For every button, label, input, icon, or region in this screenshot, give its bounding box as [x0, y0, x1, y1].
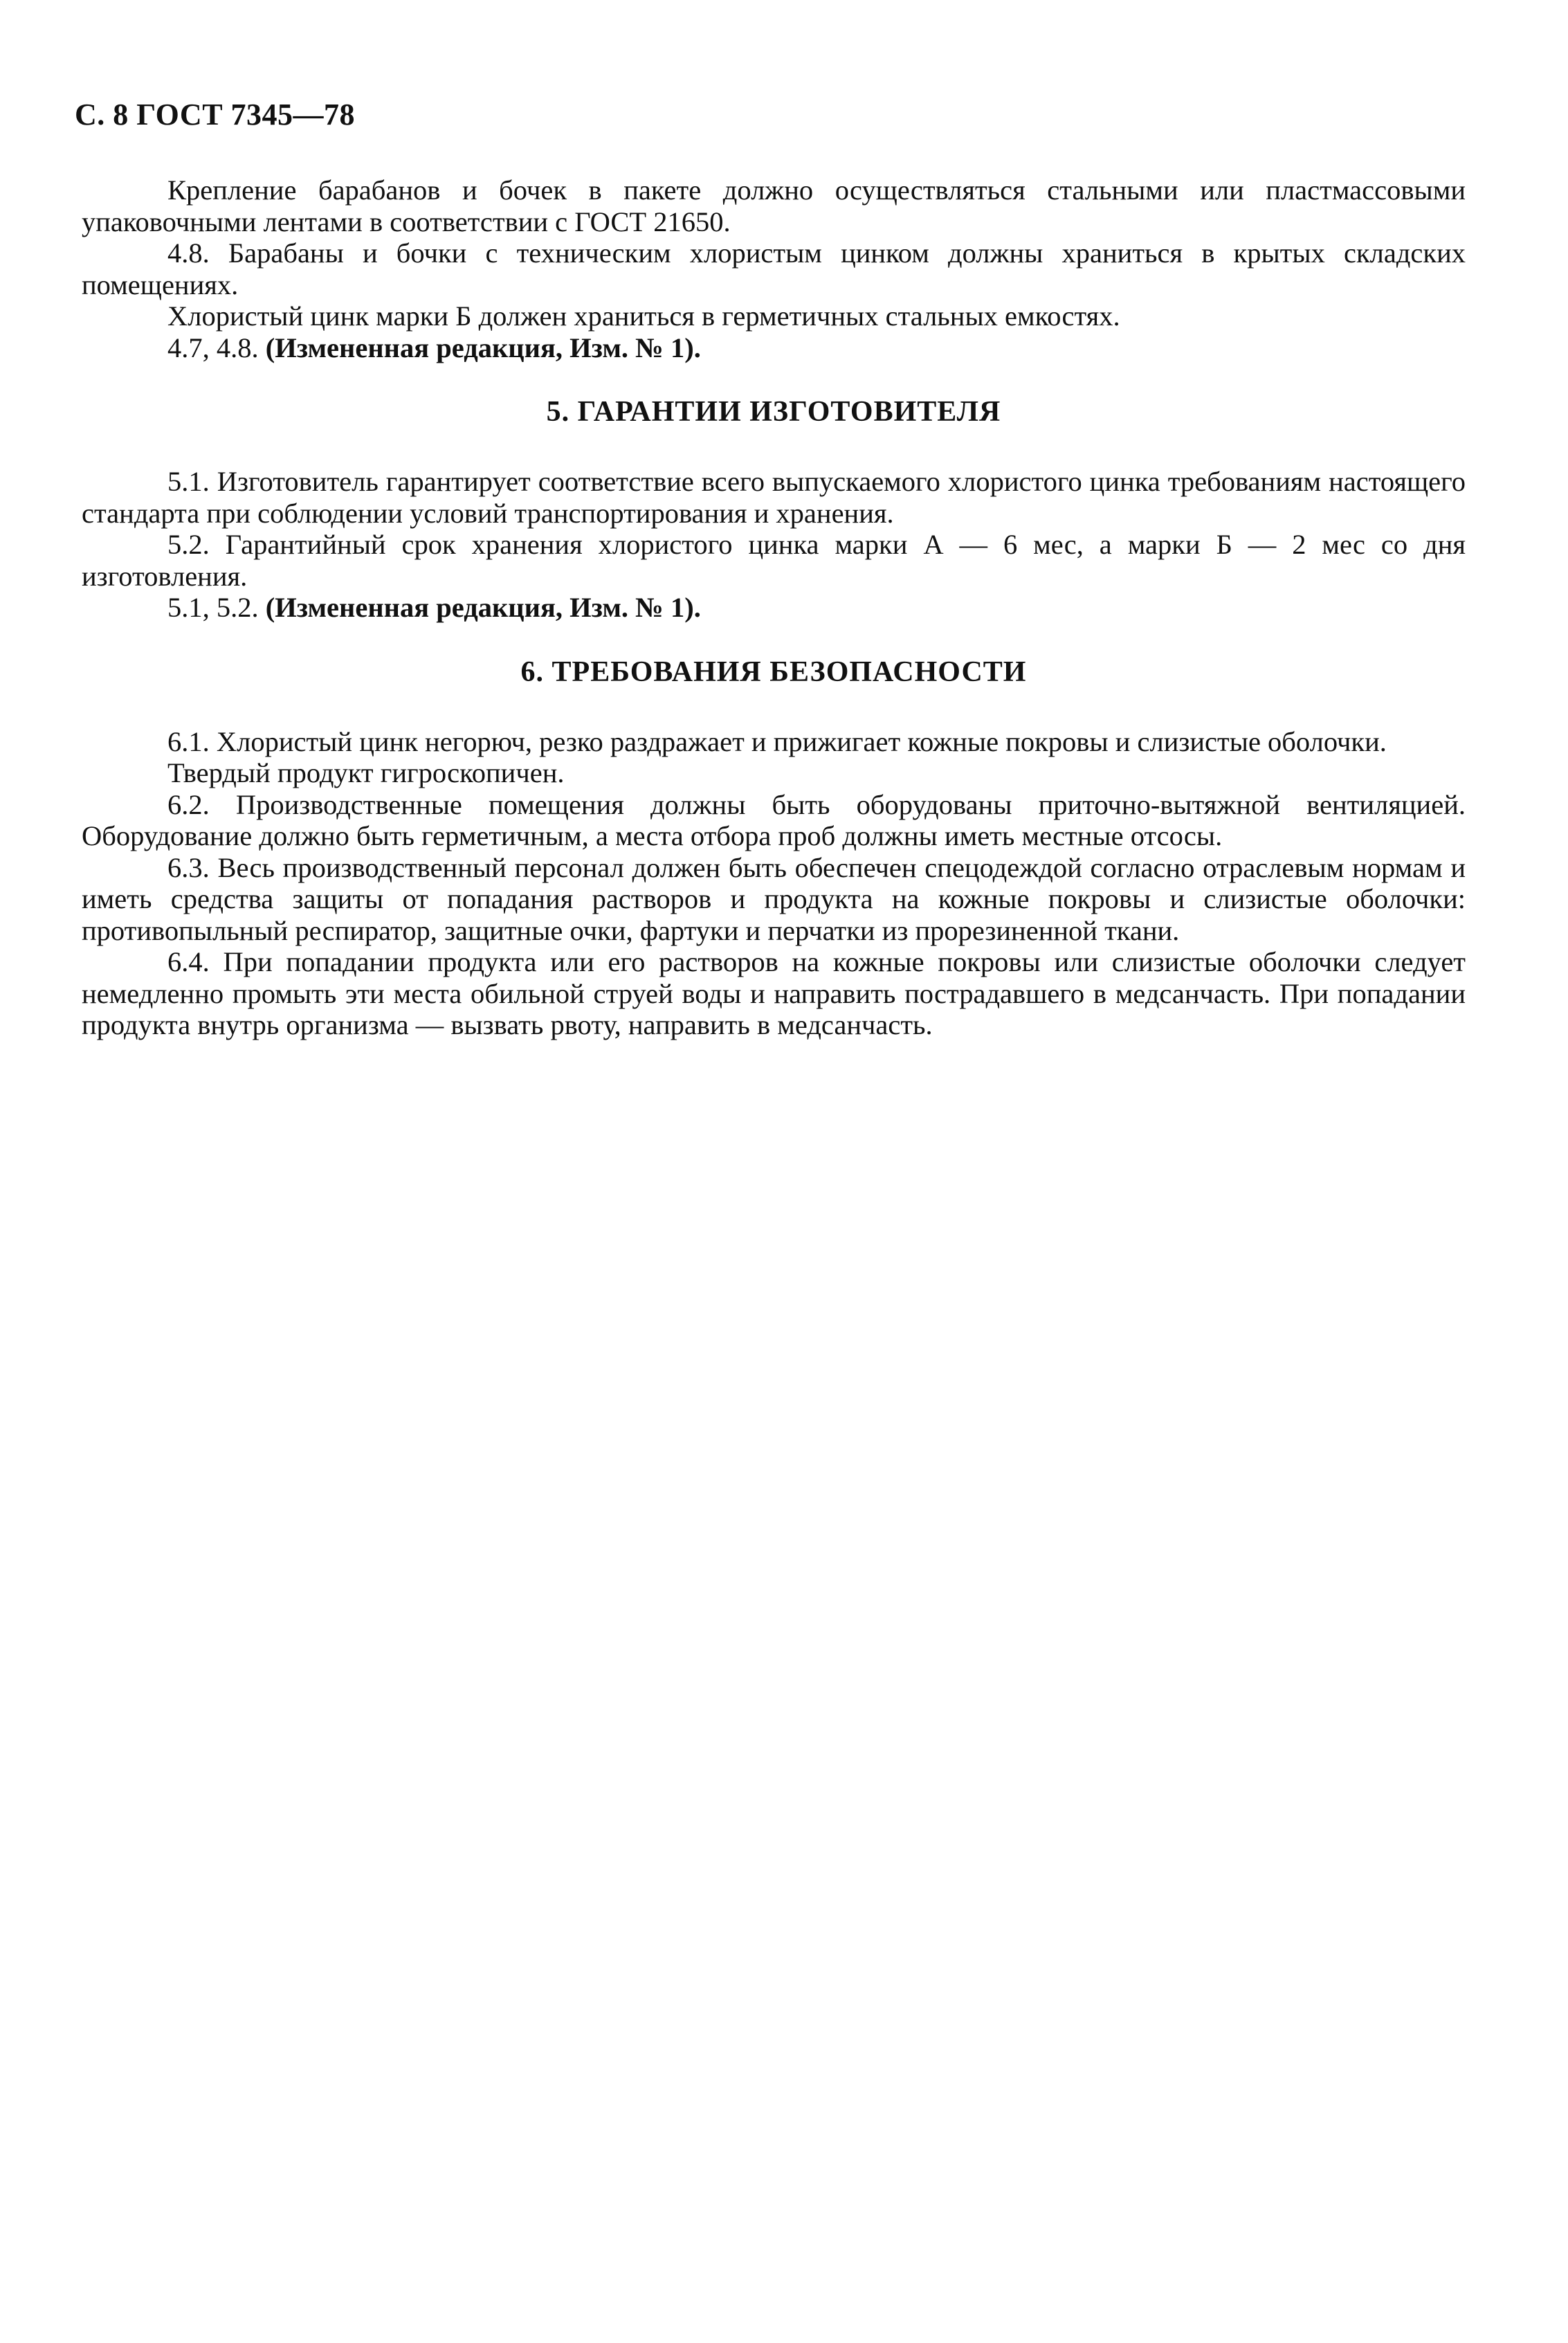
section-heading: 6. ТРЕБОВАНИЯ БЕЗОПАСНОСТИ [520, 655, 1027, 688]
amendment-note [82, 332, 1466, 364]
clause-numbers: 4.7, 4.8. [167, 332, 266, 363]
amendment-note [82, 592, 1466, 624]
page-header: С. 8 ГОСТ 7345—78 [75, 98, 356, 132]
paragraph: 5.2. Гарантийный срок хранения хлористого цинка марки А — 6 мес, а марки Б — 2 мес со дня изготовления. [82, 529, 1466, 592]
document-body [82, 174, 1466, 1041]
paragraph: 6.2. Производственные помещения должны быть оборудованы приточно-вытяжной вентиляцией. Оборудование должно быть герметичным, а места отбора проб должны иметь местные отсосы. [82, 788, 1466, 851]
amendment-text: (Измененная редакция, Изм. № 1). [265, 332, 701, 363]
section-heading: 5. ГАРАНТИИ ИЗГОТОВИТЕЛЯ [546, 396, 1001, 428]
paragraph: Хлористый цинк марки Б должен храниться в герметичных стальных емкостях. [167, 300, 1120, 332]
paragraph: Крепление барабанов и бочек в пакете должно осуществляться стальными или пластмассовыми упаковочными лентами в соответствии с ГОСТ 21650. [82, 174, 1466, 237]
paragraph: Твердый продукт гигроскопичен. [167, 757, 565, 788]
amendment-text: (Измененная редакция, Изм. № 1). [265, 592, 701, 623]
paragraph: 4.8. Барабаны и бочки с техническим хлористым цинком должны храниться в крытых складских помещениях. [82, 237, 1466, 300]
clause-numbers: 5.1, 5.2. [167, 592, 266, 623]
paragraph: 6.3. Весь производственный персонал должен быть обеспечен спецодеждой согласно отраслевым нормам и иметь средства защиты от попадания растворов и продукта на кожные покровы и слизистые оболочки: противопыльный респиратор, защитные очки, фартуки и перчатки из прорезиненной ткани. [82, 851, 1466, 946]
paragraph: 6.4. При попадании продукта или его растворов на кожные покровы или слизистые оболочки следует немедленно промыть эти места обильной струей воды и направить пострадавшего в медсанчасть. При попадании продукта внутрь организма — вызвать рвоту, направить в медсанчасть. [82, 946, 1466, 1040]
paragraph: 5.1. Изготовитель гарантирует соответствие всего выпускаемого хлористого цинка требованиям настоящего стандарта при соблюдении условий транспортирования и хранения. [82, 466, 1466, 529]
paragraph: 6.1. Хлористый цинк негорюч, резко раздражает и прижигает кожные покровы и слизистые оболочки. [167, 725, 1387, 757]
